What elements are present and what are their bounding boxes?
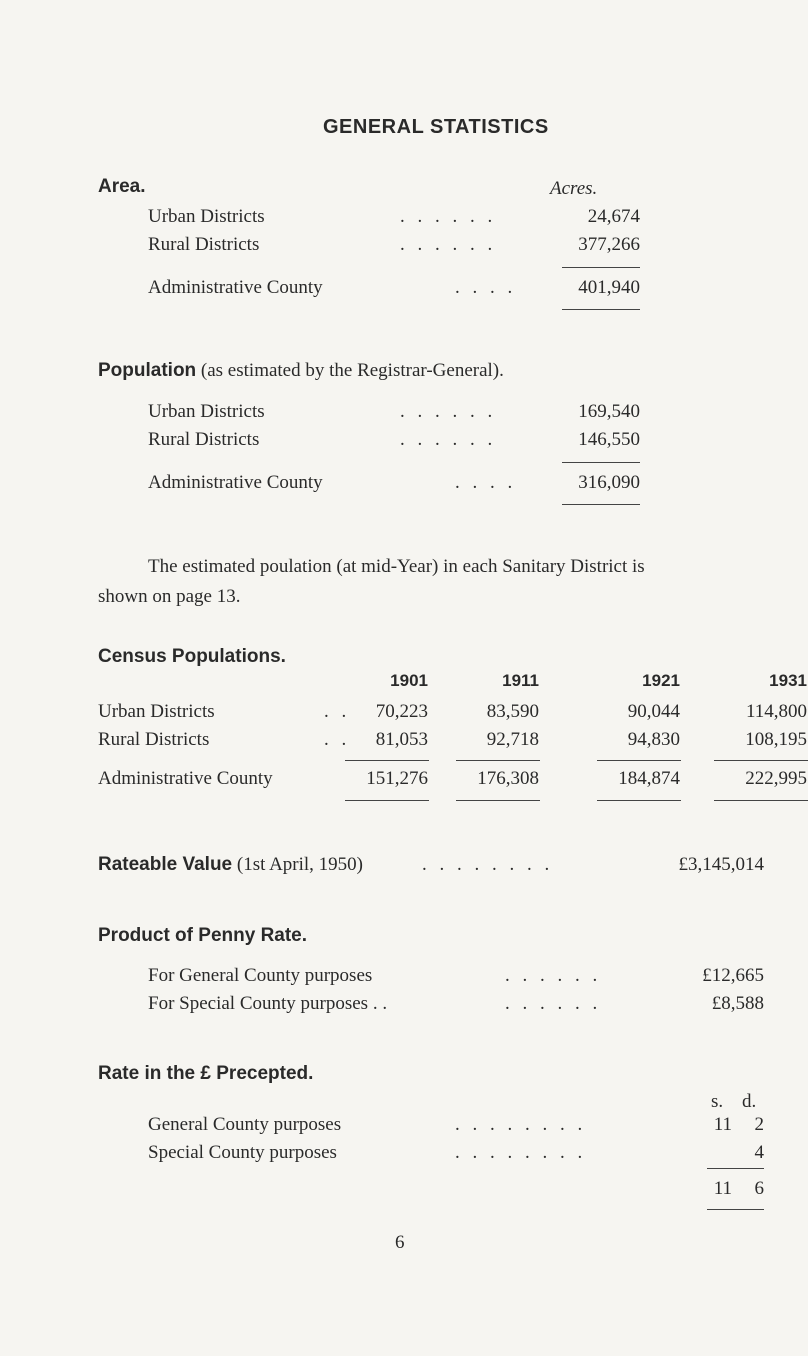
- penny-heading: Product of Penny Rate.: [98, 925, 308, 946]
- page-title: GENERAL STATISTICS: [323, 116, 549, 138]
- rate-heading: Rate in the £ Precepted.: [98, 1063, 314, 1084]
- rateable-subheading: (1st April, 1950): [236, 854, 364, 875]
- population-total-rule: [562, 504, 640, 505]
- page-number: 6: [395, 1232, 405, 1253]
- population-subheading: (as estimated by the Registrar-General).: [200, 360, 504, 381]
- rate-total-rule: [707, 1209, 764, 1210]
- census-year-1911: 1911: [502, 671, 539, 690]
- population-subtotal-rule: [562, 462, 640, 463]
- rate-subtotal-rule: [707, 1168, 764, 1169]
- rateable-heading: Rateable Value: [98, 854, 233, 875]
- area-unit-label: Acres.: [550, 178, 598, 199]
- note-line-1: The estimated poulation (at mid-Year) in each Sanitary District is: [148, 556, 645, 577]
- rateable-line: [98, 854, 363, 876]
- rate-col-shillings: s.: [711, 1091, 724, 1112]
- note-line-2: shown on page 13.: [98, 586, 241, 607]
- rateable-value: £3,145,014: [678, 854, 764, 875]
- rateable-dots: . . . . . . . .: [422, 854, 554, 875]
- census-year-1931: 1931: [769, 671, 807, 690]
- census-heading: Census Populations.: [98, 646, 286, 667]
- area-heading: Area.: [98, 176, 146, 197]
- rate-col-pence: d.: [742, 1091, 757, 1112]
- area-subtotal-rule: [562, 267, 640, 268]
- area-total-rule: [562, 309, 640, 310]
- census-year-1901: 1901: [390, 671, 428, 690]
- population-heading-line: [98, 360, 504, 382]
- population-heading: Population: [98, 360, 197, 381]
- census-year-1921: 1921: [642, 671, 680, 690]
